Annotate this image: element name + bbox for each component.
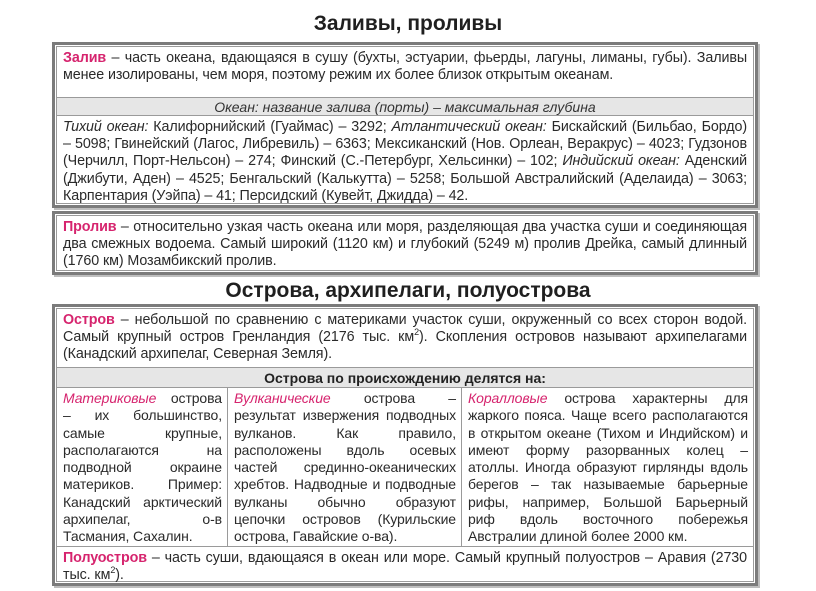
peninsula-sup: 2 [110, 565, 116, 576]
atlantic-label: Атлантический океан: [391, 119, 547, 135]
strait-definition-text: – относительно узкая часть океана или моря, разделяющая два участка суши и соединяющая два смежных водоема. Самый широкий (1120 км) и глубокий (5249 м) пролив Дрейка, самый длинный (1760 км) Мозамбикский пролив. [63, 219, 747, 270]
origin-header-row [57, 367, 753, 388]
island-definition-b: ). Скопления островов называют архипелагами (Канадский архипелаг, Северная Земля). [63, 329, 747, 363]
indian-label: Индийский океан: [562, 153, 680, 170]
gulf-box [52, 42, 758, 208]
gulf-definition [57, 47, 753, 84]
coral-text [462, 388, 753, 546]
strait-box [52, 211, 758, 275]
column-coral [462, 388, 753, 547]
column-volcanic [228, 388, 461, 547]
gulf-list [57, 115, 753, 203]
continental-text [57, 388, 227, 546]
section-title-islands: Острова, архипелаги, полуострова [225, 279, 591, 302]
origin-header: Острова по происхождению делятся на: [264, 370, 546, 386]
pacific-label: Тихий океан: [63, 119, 149, 135]
continental-label: Материковые [63, 390, 157, 406]
island-definition-a: – небольшой по сравнению с материками участок суши, окруженный со всех сторон водой. Самый крупный остров Гренландия (2176 тыс. км [63, 312, 747, 346]
origin-columns [57, 387, 753, 547]
island-definition [57, 309, 753, 364]
volcanic-desc: острова – результат извержения подводных вулканов. Как правило, расположены вдоль осевых частей срединно-океанических хребтов. Надводные и подводные вулканы обычно образуют цепочки островов (Курильские острова, Гавайские о-ва). [234, 390, 456, 545]
coral-label: Коралловые [468, 390, 548, 406]
volcanic-text [228, 388, 461, 546]
gulf-table-header-row [57, 97, 753, 116]
volcanic-label: Вулканические [234, 390, 331, 406]
coral-desc: острова характерны для жаркого пояса. Чаще всего располагаются в открытом океане (Тихом и Индийском) и имеют форму разорванных колец – атоллы. Иногда образуют гирлянды вдоль берегов – так называемые барьерные рифы, например, Большой Барьерный риф вдоль восточного побережья Австралии длиной более 2000 км. [468, 390, 748, 545]
strait-definition [57, 216, 753, 271]
peninsula-definition-b: ). [115, 567, 124, 584]
peninsula-term: Полуостров [63, 550, 147, 566]
atlantic-text: Бискайский (Бильбао, Бордо) – 5098; Гвинейский (Лагос, Либревиль) – 6363; Мексиканский (Нов. Орлеан, Веракрус) – 4023; Гудзонов (Черчилл, Порт-Нельсон) – 274; Финский (С.-Петербург, Хельсинки) – 102; [63, 119, 747, 170]
island-term: Остров [63, 312, 115, 328]
section-title-gulfs: Заливы, проливы [313, 12, 503, 35]
island-sup: 2 [414, 327, 419, 338]
gulf-term: Залив [63, 50, 107, 66]
gulf-table-header: Океан: название залива (порты) – максимальная глубина [214, 99, 596, 115]
peninsula-definition-a: – часть суши, вдающаяся в океан или море. Самый крупный полуостров – Аравия (2730 тыс. км [63, 550, 747, 584]
column-continental [57, 388, 227, 547]
continental-desc: острова – их большинство, самые крупные, располагаются на подводной окраине материков. Пример: Канадский арктический архипелаг, о-в Тасмания, Сахалин. [63, 390, 222, 545]
islands-box [52, 304, 758, 586]
strait-term: Пролив [63, 219, 117, 235]
gulf-definition-text: – часть океана, вдающаяся в сушу (бухты, эстуарии, фьерды, лагуны, лиманы, губы). Заливы менее изолированы, чем моря, поэтому режим их более близок открытым океанам. [63, 50, 747, 84]
pacific-text: Калифорнийский (Гуаймас) – 3292; [148, 119, 392, 135]
peninsula-row [57, 546, 753, 584]
gulf-list-text [57, 116, 753, 205]
peninsula-definition [57, 547, 753, 584]
indian-text: Аденский (Джибути, Аден) – 4525; Бенгальский (Калькутта) – 5258; Большой Австралийский (Аделаида) – 3063; Карпентария (Уэйпа) – 41; Персидский (Кувейт, Джидда) – 42. [63, 153, 747, 204]
